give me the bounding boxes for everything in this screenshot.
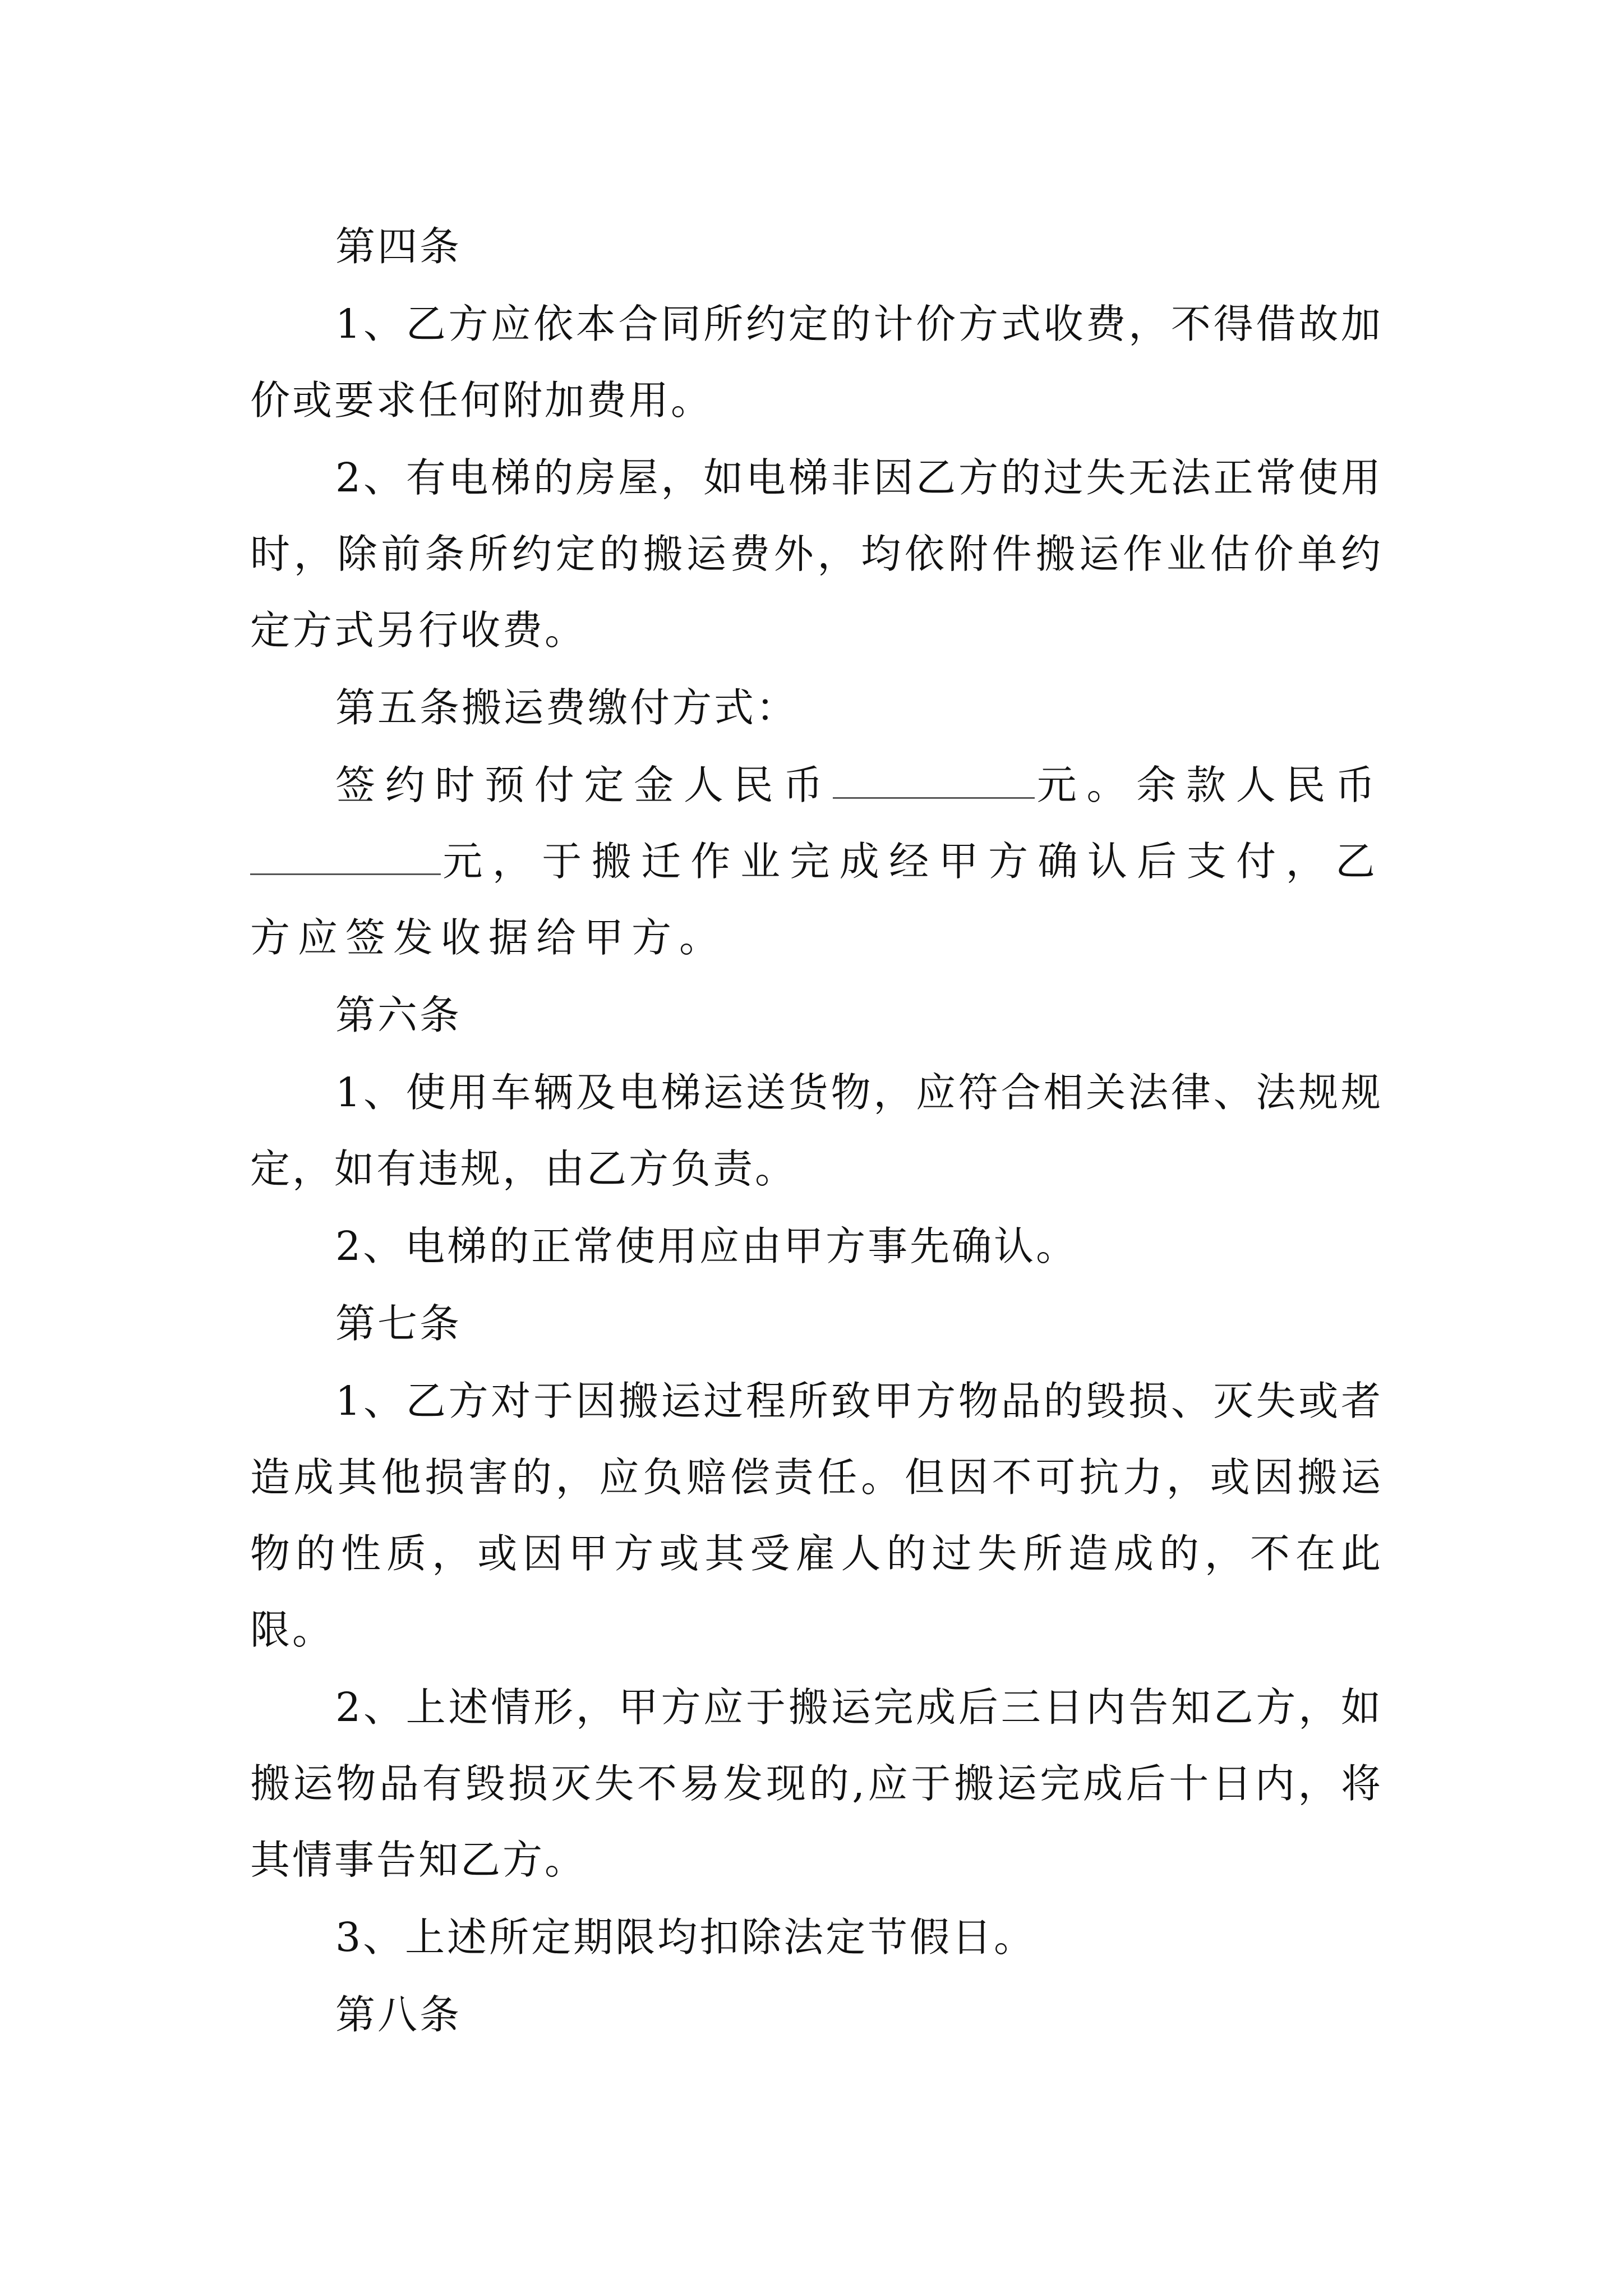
article-7-heading: 第七条 xyxy=(335,1300,462,1347)
article-6-item-1: 1、使用车辆及电梯运送货物，应符合相关法律、法规规定，如有违规，由乙方负责。 xyxy=(250,1069,1383,1192)
balance-amount-blank xyxy=(250,840,441,875)
article-4-item-1: 1、乙方应依本合同所约定的计价方式收费，不得借故加价或要求任何附加费用。 xyxy=(250,301,1383,424)
balance-label: 元。余款人民币 xyxy=(1035,762,1383,808)
article-4-heading: 第四条 xyxy=(335,223,462,270)
article-8-heading: 第八条 xyxy=(335,1991,462,2038)
article-5-heading: 第五条搬运费缴付方式： xyxy=(335,684,799,731)
article-6-heading: 第六条 xyxy=(335,992,462,1038)
deposit-amount-blank xyxy=(833,763,1035,799)
article-7-item-3: 3、上述所定期限均扣除法定节假日。 xyxy=(335,1914,1036,1961)
article-4-item-2: 2、有电梯的房屋，如电梯非因乙方的过失无法正常使用时，除前条所约定的搬运费外，均依附件搬运作业估价单约定方式另行收费。 xyxy=(250,454,1383,654)
article-7-item-2: 2、上述情形，甲方应于搬运完成后三日内告知乙方，如搬运物品有毁损灭失不易发现的,应于搬运完成后十日内，将其情事告知乙方。 xyxy=(250,1684,1383,1883)
article-5-payment-paragraph xyxy=(250,747,1383,976)
document-page xyxy=(250,209,1383,2054)
balance-terms: 元，于搬迁作业完成经甲方确认后支付，乙方应签发收据给甲方。 xyxy=(250,838,1383,961)
article-6-item-2: 2、电梯的正常使用应由甲方事先确认。 xyxy=(335,1223,1078,1269)
article-7-item-1: 1、乙方对于因搬运过程所致甲方物品的毁损、灭失或者造成其他损害的，应负赔偿责任。但因不可抗力，或因搬运物的性质，或因甲方或其受雇人的过失所造成的，不在此限。 xyxy=(250,1378,1383,1653)
deposit-label: 签约时预付定金人民币 xyxy=(335,762,833,808)
